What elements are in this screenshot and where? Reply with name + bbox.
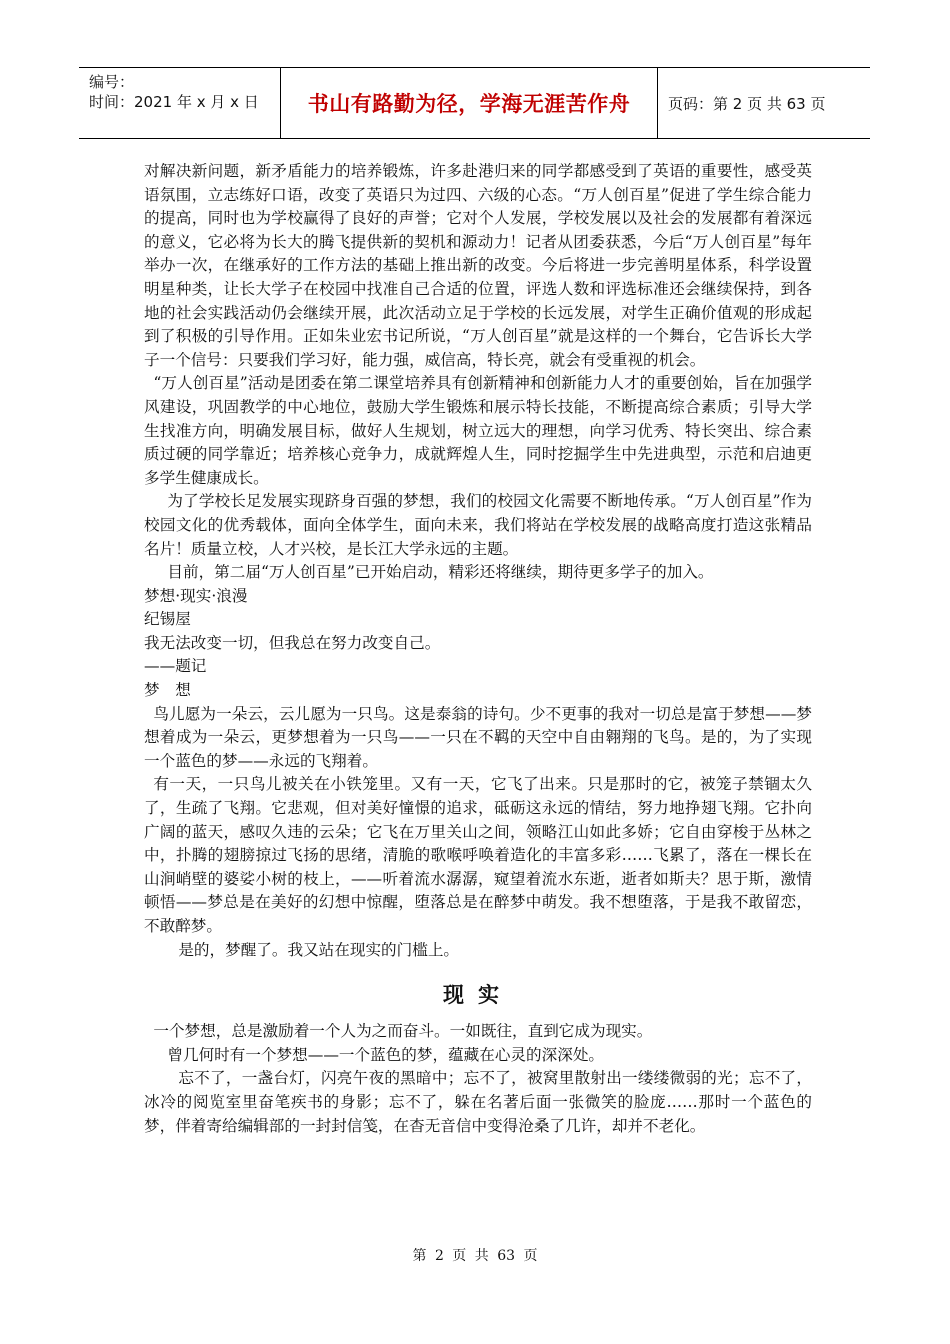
document-body — [144, 160, 812, 1138]
header-page-info: 页码：第 2 页 共 63 页 — [668, 94, 826, 113]
section-heading-reality: 现实 — [443, 982, 513, 1008]
header-meta — [79, 68, 281, 138]
code-label: 编号： — [89, 73, 135, 91]
date-line: 时间：2021 年 x 月 x 日 — [89, 93, 259, 111]
paragraph: 曾几何时有一个梦想——一个蓝色的梦，蕴藏在心灵的深深处。 — [167, 1045, 605, 1064]
essay-title: 梦想·现实·浪漫 — [144, 586, 248, 605]
essay-author: 纪锡屋 — [144, 610, 191, 629]
paragraph: 鸟儿愿为一朵云，云儿愿为一只鸟。这是泰翁的诗句。少不更事的我对一切总是富于梦想——梦想着成为一朵云，更梦想着为一只鸟——一只在不羁的天空中自由翱翔的飞鸟。是的，为了实现一个蓝色的梦——永远的飞翔着。 — [144, 704, 812, 770]
paragraph: 有一天，一只鸟儿被关在小铁笼里。又有一天，它飞了出来。只是那时的它，被笼子禁锢太久了，生疏了飞翔。它悲观，但对美好憧憬的追求，砥砺这永远的情结，努力地挣翅飞翔。它扑向广阔的蓝天，感叹久违的云朵；它飞在万里关山之间，领略江山如此多娇；它自由穿梭于丛林之中，扑腾的翅膀掠过飞扬的思绪，清脆的歌喉呼唤着造化的丰富多彩……飞累了，落在一棵长在山涧峭壁的婆娑小树的枝上，——听着流水潺潺，窥望着流水东逝，逝者如斯夫？思于斯，激情顿悟——梦总是在美好的幻想中惊醒，堕落总是在醉梦中萌发。我不想堕落，于是我不敢留恋，不敢醉梦。 — [144, 775, 812, 935]
paragraph: 对解决新问题，新矛盾能力的培养锻炼，许多赴港归来的同学都感受到了英语的重要性，感受英语氛围，立志练好口语，改变了英语只为过四、六级的心态。“万人创百星”促进了学生综合能力的提高，同时也为学校赢得了良好的声誉；它对个人发展，学校发展以及社会的发展都有着深远的意义，它必将为长大的腾飞提供新的契机和源动力！记者从团委获悉，今后“万人创百星”每年举办一次，在继承好的工作方法的基础上推出新的改变。今后将进一步完善明星体系，科学设置明星种类，让长大学子在校园中找准自己合适的位置，评选人数和评选标准还会继续保持，到各地的社会实践活动仍会继续开展，此次活动立足于学校的长远发展，对学生正确价值观的形成起到了积极的引导作用。正如朱业宏书记所说，“万人创百星”就是这样的一个舞台，它告诉长大学子一个信号：只要我们学习好，能力强，威信高，特长亮，就会有受重视的机会。 — [144, 162, 812, 369]
paragraph: 一个梦想，总是激励着一个人为之而奋斗。一如既往，直到它成为现实。 — [153, 1022, 653, 1041]
paragraph: 忘不了，一盏台灯，闪亮午夜的黑暗中；忘不了，被窝里散射出一缕缕微弱的光；忘不了，冰冷的阅览室里奋笔疾书的身影；忘不了，躲在名著后面一张微笑的脸庞……那时一个蓝色的梦，伴着寄给编辑部的一封封信笺，在杳无音信中变得沧桑了几许，却并不老化。 — [144, 1069, 812, 1135]
header-motto: 书山有路勤为径，学海无涯苦作舟 — [281, 68, 658, 138]
paragraph: “万人创百星”活动是团委在第二课堂培养具有创新精神和创新能力人才的重要创始，旨在加强学风建设，巩固教学的中心地位，鼓励大学生锻炼和展示特长技能，不断提高综合素质；引导大学生找准方向，明确发展目标，做好人生规划，树立远大的理想，向学习优秀、特长突出、综合素质过硬的同学靠近；培养核心竞争力，成就辉煌人生，同时挖掘学生中先进典型，示范和启迪更多学生健康成长。 — [144, 374, 812, 487]
section-heading-dream: 梦 想 — [144, 681, 191, 700]
paragraph: 为了学校长足发展实现跻身百强的梦想，我们的校园文化需要不断地传承。“万人创百星”作为校园文化的优秀载体，面向全体学生，面向未来，我们将站在学校发展的战略高度打造这张精品名片！质量立校，人才兴校，是长江大学永远的主题。 — [144, 492, 812, 558]
epigraph-source: ——题记 — [144, 657, 207, 676]
epigraph: 我无法改变一切，但我总在努力改变自己。 — [144, 633, 441, 652]
paragraph: 是的，梦醒了。我又站在现实的门槛上。 — [178, 940, 460, 959]
paragraph: 目前，第二届“万人创百星”已开始启动，精彩还将继续，期待更多学子的加入。 — [167, 563, 714, 582]
page-footer: 第 2 页 共 63 页 — [412, 1248, 538, 1264]
page-header — [79, 67, 870, 139]
